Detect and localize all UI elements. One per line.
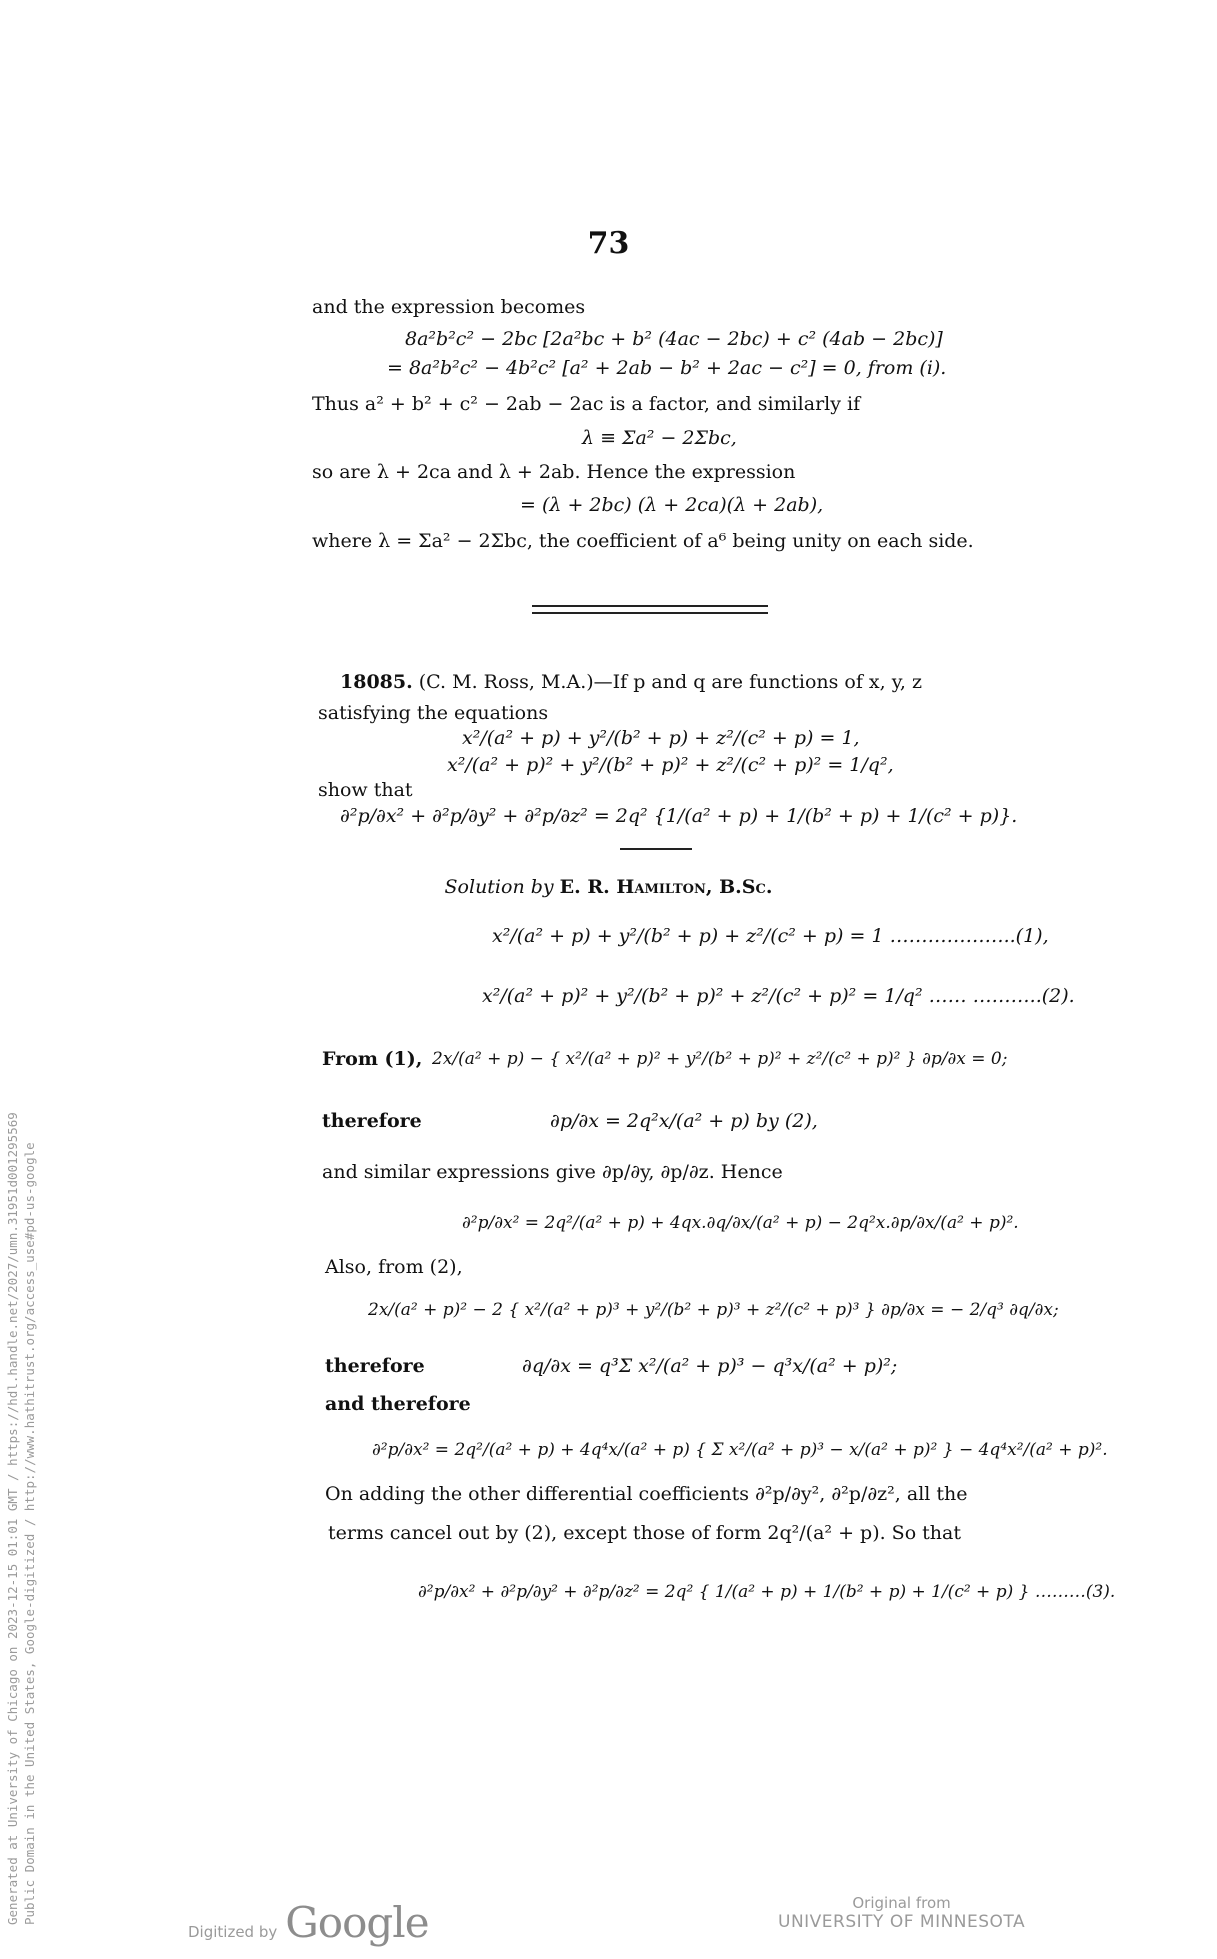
google-logo: Google [285, 1898, 429, 1947]
problem-heading [340, 671, 922, 693]
problem-result: ∂²p/∂x² + ∂²p/∂y² + ∂²p/∂z² = 2q² {1/(a² + p) + 1/(b² + p) + 1/(c² + p)}. [340, 805, 1018, 827]
problem-number: 18085. [340, 671, 413, 693]
from2-equation: 2x/(a² + p)² − 2 { x²/(a² + p)³ + y²/(b² + p)³ + z²/(c² + p)³ } ∂p/∂x = − 2/q³ ∂q/∂x; [368, 1300, 1059, 1320]
provenance-line-2: Public Domain in the United States, Google-digitized / http://www.hathitrust.org/access_use#pd-us-google [22, 1142, 37, 1925]
short-separator [620, 848, 692, 850]
lambda-definition: λ ≡ Σa² − 2Σbc, [582, 427, 737, 449]
original-from-text: Original from [852, 1894, 951, 1912]
solution-eq-1: x²/(a² + p) + y²/(b² + p) + z²/(c² + p) = 1 ………………..(1), [492, 925, 1049, 947]
final-derivative: ∂²p/∂x² = 2q²/(a² + p) + 4q⁴x/(a² + p) { Σ x²/(a² + p)³ − x/(a² + p)² } − 4q⁴x²/(a² + p)². [372, 1440, 1108, 1460]
provenance-line-1: Generated at University of Chicago on 2023-12-15 01:01 GMT / https://hdl.handle.net/2027/umn.31951d001295569 [5, 1112, 20, 1925]
section-separator-top [532, 605, 768, 607]
solver-name: E. R. Hamilton, B.Sc. [559, 876, 773, 898]
where-line: where λ = Σa² − 2Σbc, the coefficient of a⁶ being unity on each side. [312, 530, 974, 552]
so-are-line: so are λ + 2ca and λ + 2ab. Hence the expression [312, 461, 796, 483]
provenance-stamp [4, 1112, 38, 1925]
from1-equation: 2x/(a² + p) − { x²/(a² + p)² + y²/(b² + p)² + z²/(c² + p)² } ∂p/∂x = 0; [432, 1049, 1008, 1069]
equation-line-1: 8a²b²c² − 2bc [2a²bc + b² (4ac − 2bc) + c² (4ab − 2bc)] [405, 328, 943, 350]
condition-2: x²/(a² + p)² + y²/(b² + p)² + z²/(c² + p)² = 1/q², [447, 754, 894, 776]
satisfying-line: satisfying the equations [318, 702, 549, 724]
equation-line-2: = 8a²b²c² − 4b²c² [a² + 2ab − b² + 2ac − c²] = 0, from (i). [387, 357, 947, 379]
show-that: show that [318, 779, 413, 801]
original-from [778, 1894, 1025, 1932]
therefore2-equation: ∂q/∂x = q³Σ x²/(a² + p)³ − q³x/(a² + p)²; [522, 1355, 898, 1377]
therefore2-label: therefore [325, 1355, 425, 1377]
solution-eq-2: x²/(a² + p)² + y²/(b² + p)² + z²/(c² + p)² = 1/q² …… ………..(2). [482, 985, 1075, 1007]
digitized-by-google [188, 1898, 429, 1947]
therefore1-equation: ∂p/∂x = 2q²x/(a² + p) by (2), [550, 1110, 818, 1132]
product-equation: = (λ + 2bc) (λ + 2ca)(λ + 2ab), [520, 494, 824, 516]
problem-author-line: (C. M. Ross, M.A.)—If p and q are functions of x, y, z [418, 671, 923, 693]
from1-label: From (1), [322, 1048, 423, 1070]
section-separator-bottom [532, 612, 768, 614]
also-from2: Also, from (2), [325, 1256, 463, 1278]
therefore1-label: therefore [322, 1110, 422, 1132]
university-name: UNIVERSITY OF MINNESOTA [778, 1912, 1026, 1932]
page-number: 73 [587, 226, 630, 261]
intro-text: and the expression becomes [312, 296, 586, 318]
on-adding-line: On adding the other differential coefficients ∂²p/∂y², ∂²p/∂z², all the [325, 1483, 968, 1505]
solution-byline [0, 876, 1217, 898]
condition-1: x²/(a² + p) + y²/(b² + p) + z²/(c² + p) = 1, [462, 727, 860, 749]
thus-line: Thus a² + b² + c² − 2ab − 2ac is a factor, and similarly if [312, 393, 861, 415]
and-therefore: and therefore [325, 1393, 471, 1415]
second-derivative: ∂²p/∂x² = 2q²/(a² + p) + 4qx.∂q/∂x/(a² + p) − 2q²x.∂p/∂x/(a² + p)². [462, 1213, 1019, 1233]
final-result: ∂²p/∂x² + ∂²p/∂y² + ∂²p/∂z² = 2q² { 1/(a² + p) + 1/(b² + p) + 1/(c² + p) } ………(3). [418, 1582, 1116, 1602]
similar-line: and similar expressions give ∂p/∂y, ∂p/∂z. Hence [322, 1161, 783, 1183]
terms-cancel-line: terms cancel out by (2), except those of form 2q²/(a² + p). So that [328, 1522, 962, 1544]
digitized-by-text: Digitized by [188, 1923, 278, 1941]
solution-word: Solution by [444, 876, 554, 898]
